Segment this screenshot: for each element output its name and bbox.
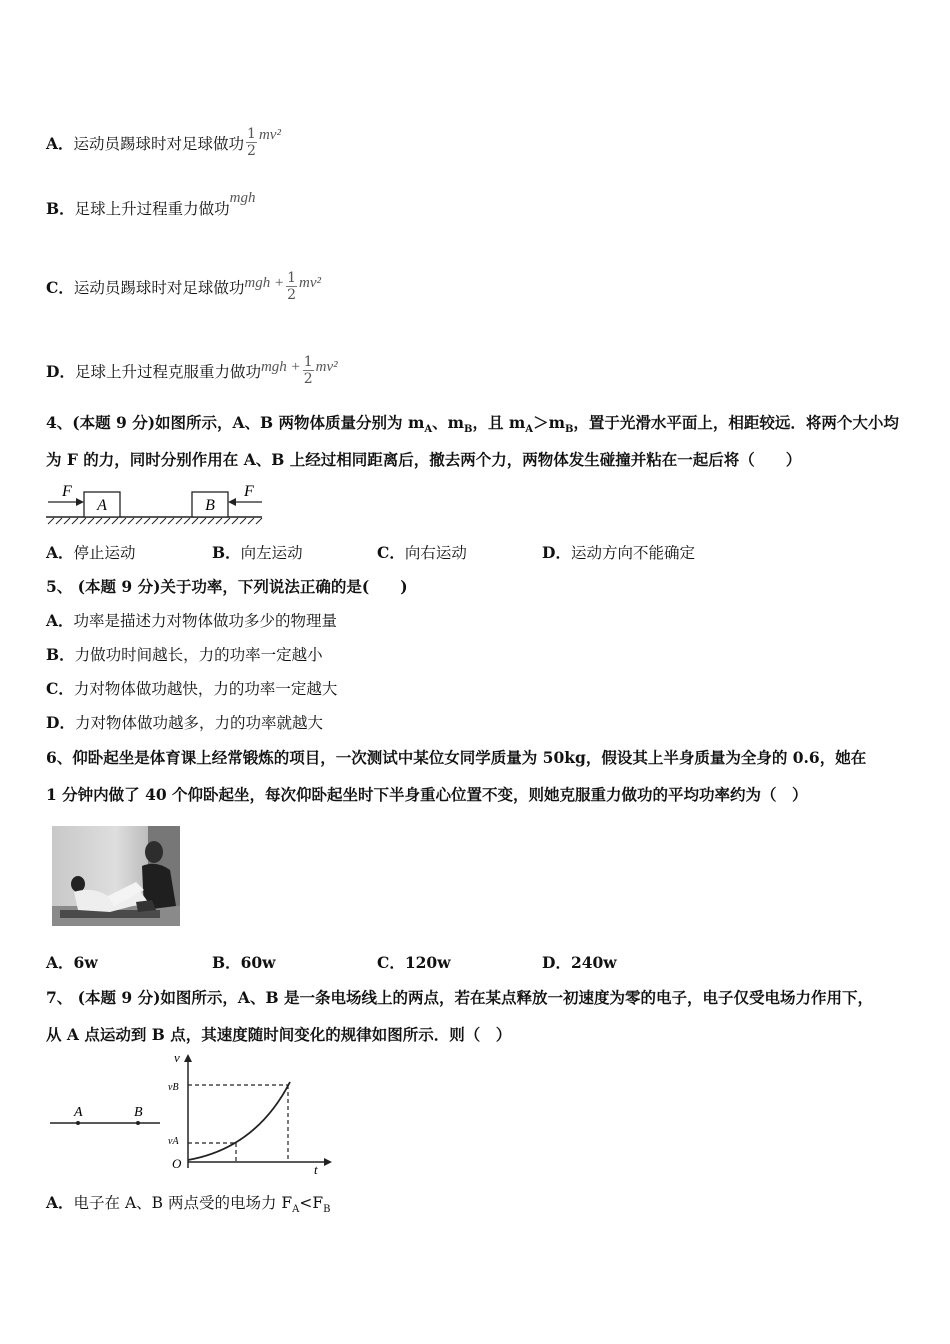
option-label: A． — [46, 134, 74, 153]
v-axis-label: v — [174, 1050, 180, 1065]
option-text: 足球上升过程重力做功 — [74, 200, 230, 218]
formula: mv² — [299, 275, 321, 291]
option-label: B． — [46, 199, 75, 218]
ground-hatching — [48, 518, 262, 524]
fraction-numerator: 1 — [247, 126, 256, 142]
fraction-denominator: 2 — [287, 287, 296, 303]
q5-option-d: D．力对物体做功越多，力的功率就越大 — [46, 713, 323, 732]
option-label: D． — [46, 362, 75, 381]
force-right-label: F — [244, 483, 254, 500]
q5-option-c: C．力对物体做功越快，力的功率一定越大 — [46, 679, 338, 698]
q5-stem: 5、 (本题 9 分)关于功率，下列说法正确的是( ) — [46, 577, 408, 596]
situp-photo — [52, 826, 180, 926]
q6-option-d: D．240w — [542, 953, 617, 972]
fraction — [303, 354, 314, 387]
q3-option-c — [46, 270, 321, 303]
t-axis-arrowhead — [324, 1158, 332, 1166]
formula-prefix: mgh + — [260, 359, 301, 375]
formula: mv² — [258, 127, 281, 143]
q4-option-b: B．向左运动 — [212, 543, 303, 562]
q4-option-a: A．停止运动 — [46, 543, 136, 562]
velocity-curve — [188, 1082, 290, 1160]
option-text: 运动员踢球时对足球做功 — [73, 279, 245, 297]
q6-option-b: B．60w — [212, 953, 276, 972]
option-label: C． — [46, 278, 74, 297]
q6-option-a: A．6w — [46, 953, 98, 972]
point-b-dot — [136, 1121, 140, 1125]
option-text: 足球上升过程克服重力做功 — [74, 363, 261, 381]
point-a-label: A — [74, 1105, 83, 1120]
option-text: 运动员踢球时对足球做功 — [73, 135, 245, 153]
block-b-label: B — [205, 497, 215, 514]
q5-option-a: A．功率是描述力对物体做功多少的物理量 — [46, 611, 338, 630]
fraction-denominator: 2 — [303, 371, 313, 387]
q7-stem-line-1: 7、 (本题 9 分)如图所示，A、B 是一条电场线上的两点，若在某点释放一初速度为零的电子，电子仅受电场力作用下， — [46, 988, 873, 1007]
block-a-label: A — [97, 497, 107, 514]
vb-label: vB — [168, 1082, 179, 1093]
q6-stem-line-2: 1 分钟内做了 40 个仰卧起坐，每次仰卧起坐时下半身重心位置不变，则她克服重力做功的平均功率约为（ ） — [46, 785, 808, 804]
fraction — [286, 270, 297, 303]
q7-stem-line-2: 从 A 点运动到 B 点，其速度随时间变化的规律如图所示．则（ ） — [46, 1025, 512, 1044]
fraction — [246, 126, 257, 159]
point-a-dot — [76, 1121, 80, 1125]
q7-option-a: A．电子在 A、B 两点受的电场力 $F_A<F_B$ — [46, 1193, 331, 1216]
q4-option-c: C．向右运动 — [377, 543, 467, 562]
q4-option-d: D．运动方向不能确定 — [542, 543, 695, 562]
t-axis-label: t — [314, 1162, 318, 1177]
q6-option-c: C．120w — [377, 953, 451, 972]
formula-prefix: mgh + — [244, 275, 285, 291]
q4-stem-line-1: 4、(本题 9 分)如图所示，A、B 两物体质量分别为 $m_A$、$m_B$，且 $m_A>m_B$，置于光滑水平面上，相距较远．将两个大小均 — [46, 413, 899, 436]
formula: mgh — [229, 190, 256, 206]
v-axis-arrowhead — [184, 1054, 192, 1062]
fraction-denominator: 2 — [247, 143, 256, 159]
va-label: vA — [168, 1136, 179, 1147]
q7-figure — [46, 1050, 346, 1180]
formula: mv² — [315, 359, 338, 375]
fraction-numerator: 1 — [303, 354, 313, 370]
force-left-label: F — [62, 483, 72, 500]
q6-stem-line-1: 6、仰卧起坐是体育课上经常锻炼的项目，一次测试中某位女同学质量为 50kg，假设其上半身质量为全身的 0.6，她在 — [46, 748, 867, 767]
q3-option-a — [46, 126, 281, 159]
q4-figure — [44, 480, 264, 528]
fraction-numerator: 1 — [287, 270, 296, 286]
force-arrowhead-right — [228, 498, 236, 506]
q4-stem-line-2: 为 F 的力，同时分别作用在 A、B 上经过相同距离后，撤去两个力，两物体发生碰撞并粘在一起后将（ ） — [46, 450, 802, 469]
origin-label: O — [172, 1156, 182, 1171]
point-b-label: B — [134, 1105, 143, 1120]
q5-option-b: B．力做功时间越长，力的功率一定越小 — [46, 645, 323, 664]
force-arrowhead-left — [76, 498, 84, 506]
q3-option-b — [46, 190, 256, 220]
q3-option-d — [46, 354, 338, 387]
